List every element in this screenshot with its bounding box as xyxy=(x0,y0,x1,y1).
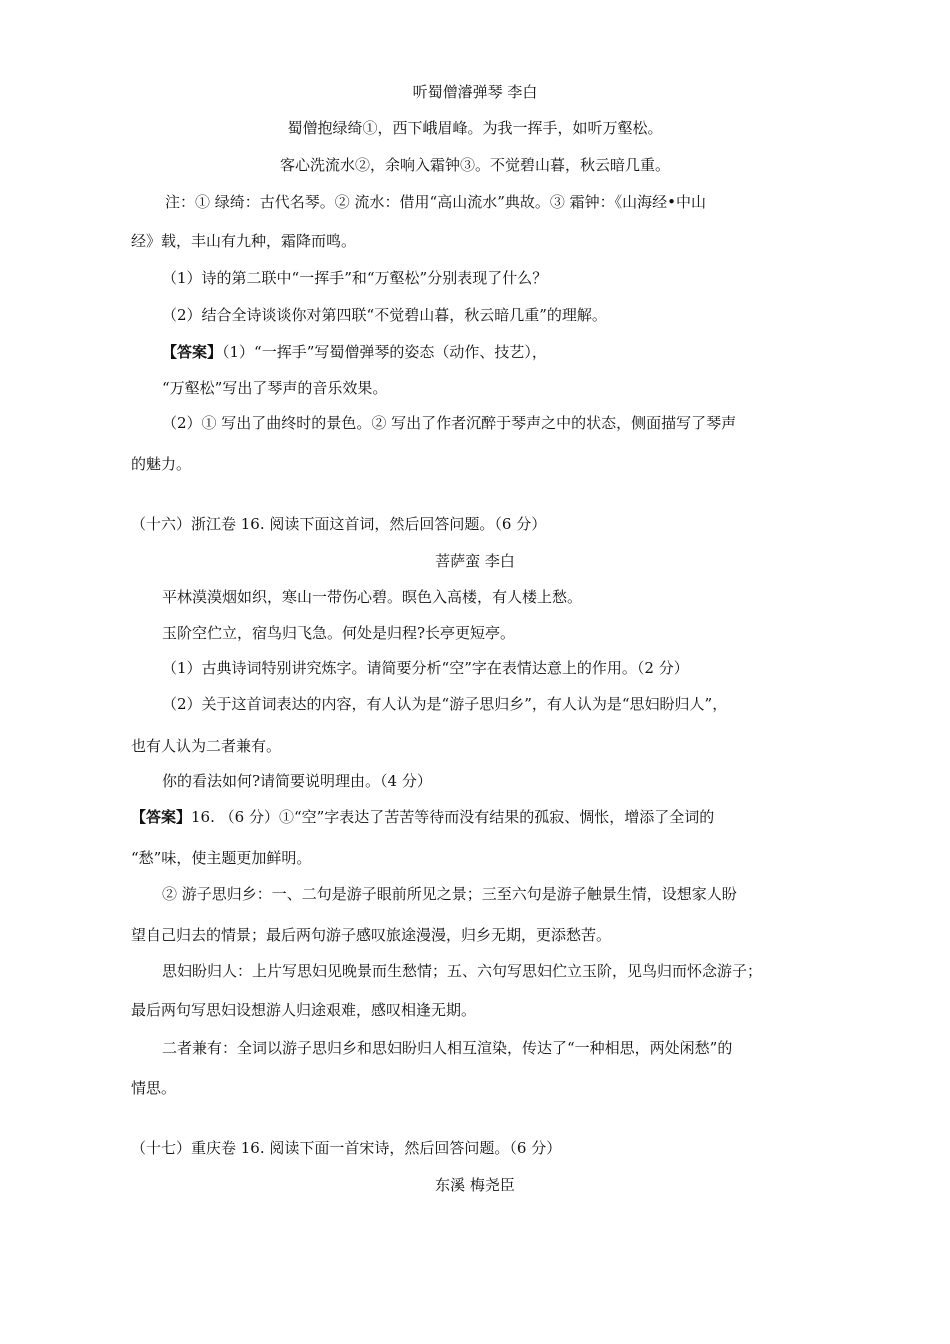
answer-line: 最后两句写思妇设想游人归途艰难，感叹相逢无期。 xyxy=(131,1001,477,1019)
answer-label: 【答案】 xyxy=(131,808,192,826)
note-line: 注：① 绿绮：古代名琴。② 流水：借用“高山流水”典故。③ 霜钟：《山海经•中山 xyxy=(165,193,706,211)
answer-line: “万壑松”写出了琴声的音乐效果。 xyxy=(162,379,388,397)
poem-line: 蜀僧抱绿绮①，西下峨眉峰。为我一挥手，如听万壑松。 xyxy=(287,119,663,137)
question-1: （1）诗的第二联中“一挥手”和“万壑松”分别表现了什么？ xyxy=(162,269,548,287)
poem-line: 平林漠漠烟如织，寒山一带伤心碧。暝色入高楼，有人楼上愁。 xyxy=(162,588,583,606)
poem-title-3: 东溪 梅尧臣 xyxy=(435,1176,515,1194)
answer-text: （1）“一挥手”写蜀僧弹琴的姿态（动作、技艺）， xyxy=(222,343,547,361)
section-heading-16: （十六）浙江卷 16. 阅读下面这首词，然后回答问题。（6 分） xyxy=(131,515,547,533)
answer-line: （2）① 写出了曲终时的景色。② 写出了作者沉醉于琴声之中的状态，侧面描写了琴声 xyxy=(162,414,737,432)
answer-line: ② 游子思归乡：一、二句是游子眼前所见之景；三至六句是游子触景生情，设想家人盼 xyxy=(162,885,737,903)
answer-line: 思妇盼归人：上片写思妇见晚景而生愁情；五、六句写思妇伫立玉阶，见鸟归而怀念游子； xyxy=(162,962,763,980)
answer-line: 情思。 xyxy=(131,1079,177,1097)
note-line: 经》载，丰山有九种，霜降而鸣。 xyxy=(131,232,357,250)
answer-text: 16. （6 分）①“空”字表达了苦苦等待而没有结果的孤寂、惆怅，增添了全词的 xyxy=(191,808,715,826)
answer-line xyxy=(162,342,547,362)
answer-line: 望自己归去的情景；最后两句游子感叹旅途漫漫，归乡无期，更添愁苦。 xyxy=(131,926,612,944)
question-2: （2）结合全诗谈谈你对第四联“不觉碧山暮，秋云暗几重”的理解。 xyxy=(162,306,607,324)
answer-label: 【答案】 xyxy=(162,343,223,361)
answer-line: “愁”味，使主题更加鲜明。 xyxy=(131,849,312,867)
question-1: （1）古典诗词特别讲究炼字。请简要分析“空”字在表情达意上的作用。（2 分） xyxy=(162,659,689,677)
poem-title-2: 菩萨蛮 李白 xyxy=(435,552,515,570)
answer-line: 二者兼有：全词以游子思归乡和思妇盼归人相互渲染，传达了“一种相思，两处闲愁”的 xyxy=(162,1039,733,1057)
section-heading-17: （十七）重庆卷 16. 阅读下面一首宋诗，然后回答问题。（6 分） xyxy=(131,1139,562,1157)
question-2-cont: 也有人认为二者兼有。 xyxy=(131,737,282,755)
poem-line: 玉阶空伫立，宿鸟归飞急。何处是归程?长亭更短亭。 xyxy=(162,624,516,642)
answer-line: 的魅力。 xyxy=(131,455,192,473)
answer-line xyxy=(131,807,714,827)
question-2: （2）关于这首词表达的内容，有人认为是“游子思归乡”，有人认为是“思妇盼归人”， xyxy=(162,695,728,713)
poem-title-1: 听蜀僧濬弹琴 李白 xyxy=(412,83,538,101)
poem-line: 客心洗流水②，余响入霜钟③。不觉碧山暮，秋云暗几重。 xyxy=(279,156,670,174)
question-2-cont: 你的看法如何?请简要说明理由。（4 分） xyxy=(162,772,432,790)
